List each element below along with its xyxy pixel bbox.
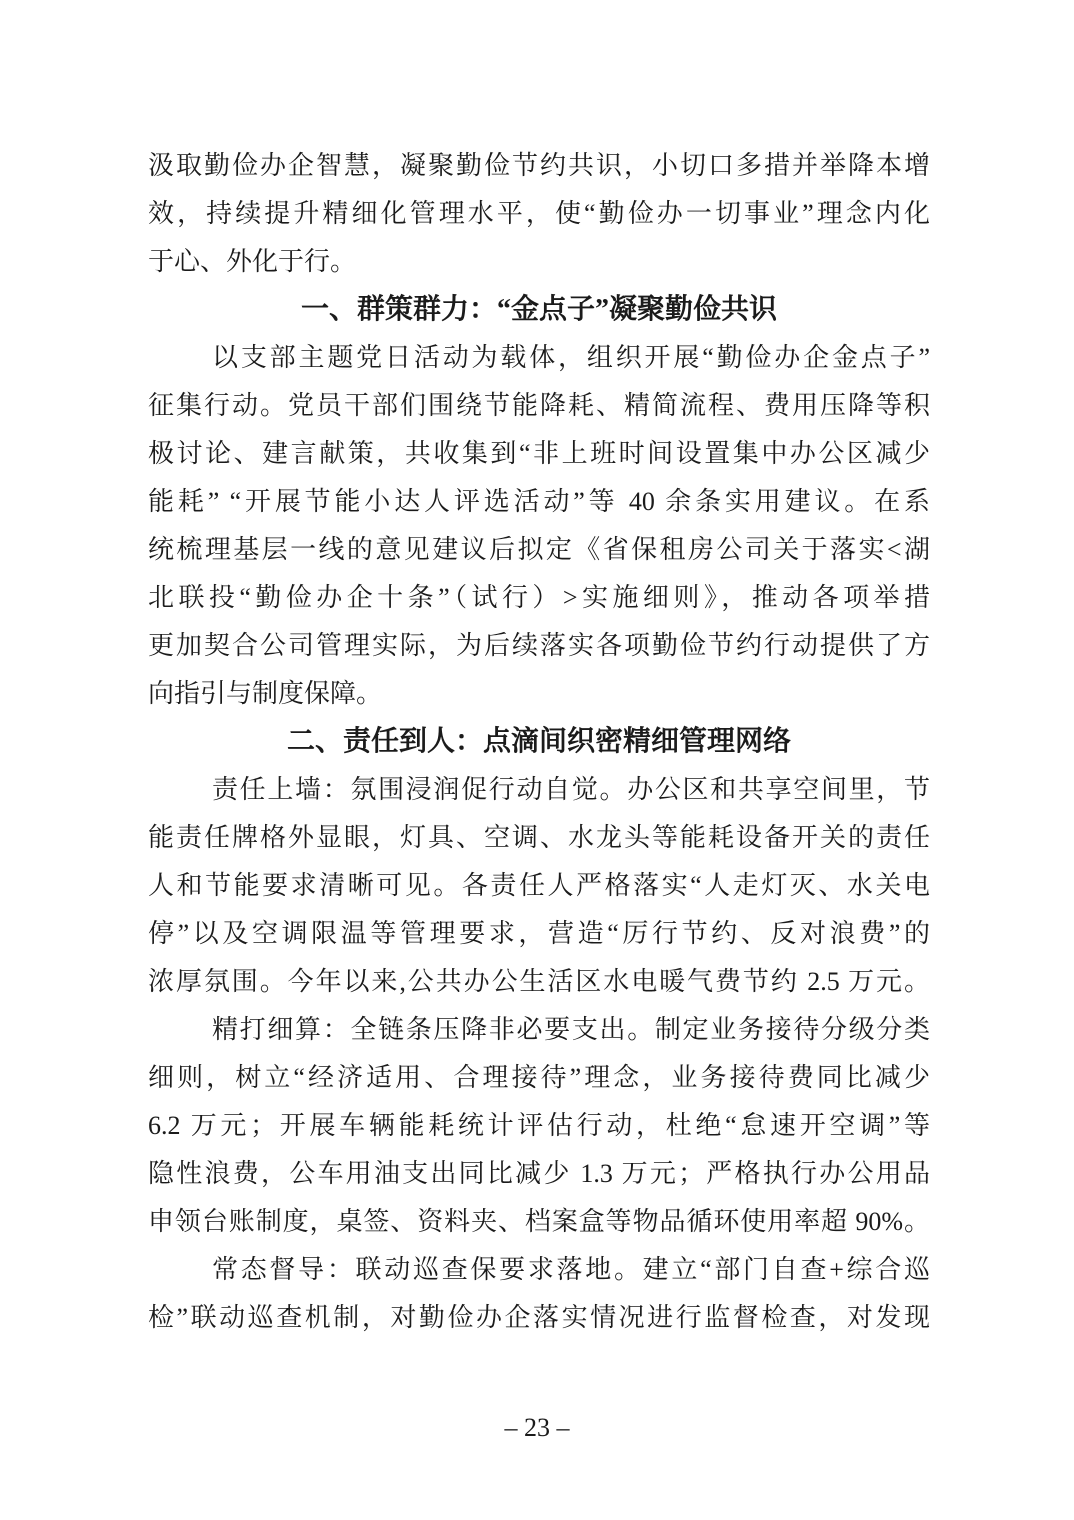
paragraph-line: 隐性浪费，公车用油支出同比减少 1.3 万元；严格执行办公用品 [148,1159,930,1188]
paragraph-line: 浓厚氛围。今年以来,公共办公生活区水电暖气费节约 2.5 万元。 [148,967,930,996]
section-1-heading: 一、群策群力：“金点子”凝聚勤俭共识 [300,294,777,325]
paragraph-line: 于心、外化于行。 [148,247,357,276]
paragraph-line: 统梳理基层一线的意见建议后拟定《省保租房公司关于落实<湖 [148,535,930,564]
paragraph-line: 向指引与制度保障。 [148,679,383,708]
paragraph-line: 精打细算：全链条压降非必要支出。制定业务接待分级分类 [212,1015,930,1044]
paragraph-line: 常态督导：联动巡查保要求落地。建立“部门自查+综合巡 [212,1255,930,1284]
page-footer [0,1404,1074,1452]
paragraph-line: 汲取勤俭办企智慧，凝聚勤俭节约共识，小切口多措并举降本增 [148,151,930,180]
paragraph-line: 申领台账制度，桌签、资料夹、档案盒等物品循环使用率超 90%。 [148,1207,930,1236]
paragraph-line: 更加契合公司管理实际，为后续落实各项勤俭节约行动提供了方 [148,631,930,660]
paragraph-line: 责任上墙：氛围浸润促行动自觉。办公区和共享空间里，节 [212,775,930,804]
paragraph-line: 停”以及空调限温等管理要求，营造“厉行节约、反对浪费”的 [148,919,930,948]
paragraph-line: 能耗” “开展节能小达人评选活动”等 40 余条实用建议。在系 [148,487,930,516]
page-number: – 23 – [504,1413,570,1442]
paragraph-line: 检”联动巡查机制，对勤俭办企落实情况进行监督检查，对发现 [148,1303,930,1332]
section-2-heading: 二、责任到人：点滴间织密精细管理网络 [286,726,791,757]
paragraph-line: 6.2 万元；开展车辆能耗统计评估行动，杜绝“怠速开空调”等 [148,1111,930,1140]
document-body [148,142,930,1342]
paragraph-line: 极讨论、建言献策，共收集到“非上班时间设置集中办公区减少 [148,439,930,468]
paragraph-line: 北联投“勤俭办企十条”（试行）>实施细则》，推动各项举措 [148,583,930,612]
paragraph-line: 以支部主题党日活动为载体，组织开展“勤俭办企金点子” [212,343,930,372]
paragraph-line: 能责任牌格外显眼，灯具、空调、水龙头等能耗设备开关的责任 [148,823,930,852]
paragraph-line: 效，持续提升精细化管理水平，使“勤俭办一切事业”理念内化 [148,199,930,228]
paragraph-line: 征集行动。党员干部们围绕节能降耗、精简流程、费用压降等积 [148,391,930,420]
paragraph-line: 人和节能要求清晰可见。各责任人严格落实“人走灯灭、水关电 [148,871,930,900]
paragraph-line: 细则，树立“经济适用、合理接待”理念，业务接待费同比减少 [148,1063,930,1092]
